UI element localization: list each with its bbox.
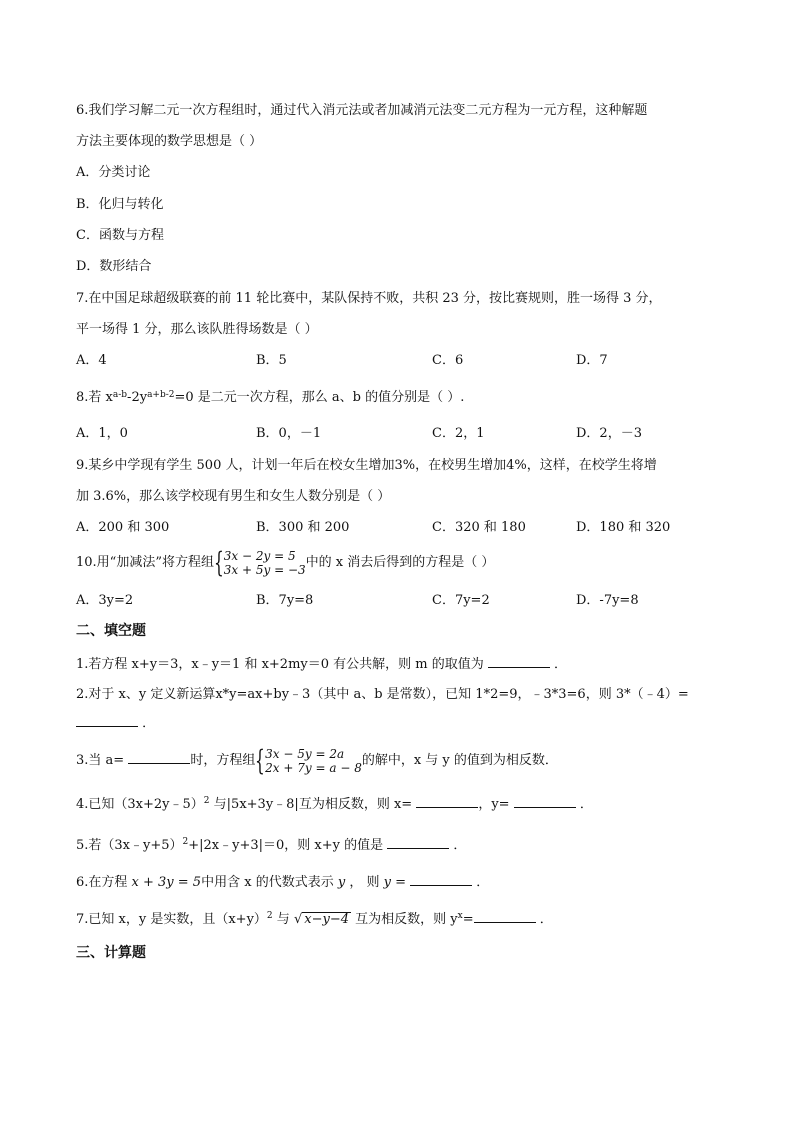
q7-option-b[interactable]: B．5 — [256, 353, 287, 368]
section-fill-in-heading: 二、填空题 — [76, 623, 146, 639]
q10-pre: 10.用“加减法”将方程组 — [76, 555, 214, 570]
q8-mid: -2y — [127, 390, 148, 405]
f4-stem — [76, 795, 593, 814]
f4-y-blank[interactable] — [514, 795, 576, 808]
f6-variable: y — [337, 875, 346, 890]
brace-symbol: { — [213, 545, 224, 579]
f7-stem — [76, 910, 553, 929]
f3-post: 的解中，x 与 y 的值到为相反数． — [361, 753, 558, 768]
f7-answer-blank[interactable] — [474, 910, 536, 923]
q10-eq1: 3x − 2y = 5 — [223, 548, 296, 563]
f7-end: ． — [539, 912, 553, 927]
q8-option-d[interactable]: D．2，－3 — [576, 426, 642, 441]
sqrt-symbol: √ — [293, 912, 303, 927]
f6-end: ． — [476, 875, 490, 890]
f3-pre: 3.当 a= — [76, 753, 125, 768]
f2-stem: 2.对于 x、y 定义新运算x*y=ax+by﹣3（其中 a、b 是常数），已知 1*2=9，﹣3*3=6，则 3*（﹣4）= — [76, 687, 689, 702]
f6-stem — [76, 873, 489, 892]
q8-exponent-1: a-b — [112, 390, 128, 400]
brace-symbol: { — [255, 743, 266, 777]
f2-answer-line — [76, 714, 155, 733]
f3-answer-blank[interactable] — [128, 751, 190, 764]
q6-option-b[interactable]: B．化归与转化 — [76, 197, 164, 212]
q8-option-a[interactable]: A．1，0 — [76, 426, 128, 441]
q6-option-a[interactable]: A．分类讨论 — [76, 165, 151, 180]
f5-stem — [76, 836, 466, 855]
q8-post: =0 是二元一次方程，那么 a、b 的值分别是（ ）. — [174, 390, 465, 405]
f7-mid3: = — [462, 912, 474, 927]
q7-stem-line1: 7.在中国足球超级联赛的前 11 轮比赛中，某队保持不败，共积 23 分，按比赛规则，胜一场得 3 分， — [76, 291, 662, 306]
q8-exponent-2: a+b-2 — [147, 390, 175, 400]
q9-options — [76, 519, 726, 537]
q7-option-a[interactable]: A．4 — [76, 353, 107, 368]
q7-stem-line2: 平一场得 1 分，那么该队胜得场数是（ ） — [76, 322, 318, 337]
q7-option-d[interactable]: D．7 — [576, 353, 608, 368]
q10-option-b[interactable]: B．7y=8 — [256, 593, 314, 608]
f3-equation-system — [265, 747, 362, 775]
q7-option-c[interactable]: C．6 — [432, 353, 464, 368]
f6-pre: 6.在方程 — [76, 875, 128, 890]
q6-stem-line2: 方法主要体现的数学思想是（ ） — [76, 134, 263, 149]
f7-exponent: 2 — [266, 911, 273, 921]
f7-mid2: 互为相反数，则 y — [355, 912, 458, 927]
f1-end: ． — [554, 657, 568, 672]
q9-stem-line2: 加 3.6%，那么该学校现有男生和女生人数分别是（ ） — [76, 489, 391, 504]
f4-exponent: 2 — [203, 796, 210, 806]
f1-answer-blank[interactable] — [488, 655, 550, 668]
f6-lhs: y = — [383, 875, 406, 890]
q9-option-a[interactable]: A．200 和 300 — [76, 520, 170, 535]
f5-answer-blank[interactable] — [387, 836, 449, 849]
f6-equation: x + 3y = 5 — [131, 875, 202, 890]
f3-stem — [76, 744, 558, 778]
q6-stem-line1: 6.我们学习解二元一次方程组时，通过代入消元法或者加减消元法变二元方程为一元方程，这种解题 — [76, 103, 648, 118]
f6-mid: 中用含 x 的代数式表示 — [201, 875, 334, 890]
q8-option-b[interactable]: B．0，－1 — [256, 426, 322, 441]
q6-option-c[interactable]: C．函数与方程 — [76, 228, 164, 243]
q10-option-c[interactable]: C．7y=2 — [432, 593, 490, 608]
q8-pre: 8.若 x — [76, 390, 113, 405]
q10-eq2: 3x + 5y = −3 — [223, 562, 306, 577]
f3-mid: 时，方程组 — [190, 753, 256, 768]
q9-option-d[interactable]: D．180 和 320 — [576, 520, 671, 535]
f7-pre: 7.已知 x，y 是实数，且（x+y） — [76, 912, 267, 927]
q8-stem — [76, 389, 464, 407]
q10-options — [76, 592, 726, 610]
f7-exponent-x: x — [457, 911, 463, 921]
f7-radicand: x−y−4 — [304, 912, 349, 927]
q10-post: 中的 x 消去后得到的方程是（ ） — [305, 555, 495, 570]
f5-pre: 5.若（3x﹣y+5） — [76, 838, 183, 853]
f4-end: ． — [579, 797, 593, 812]
f7-mid: 与 — [276, 912, 290, 927]
f2-answer-blank[interactable] — [76, 714, 138, 727]
q9-option-b[interactable]: B．300 和 200 — [256, 520, 350, 535]
f4-mid: 与|5x+3y﹣8|互为相反数，则 x= — [213, 797, 413, 812]
q10-option-d[interactable]: D．-7y=8 — [576, 593, 639, 608]
f3-eq1: 3x − 5y = 2a — [265, 746, 345, 761]
q10-equation-system — [224, 549, 306, 577]
section-calculation-heading: 三、计算题 — [76, 945, 146, 961]
q7-options — [76, 352, 726, 370]
f5-mid: +|2x﹣y+3|＝0，则 x+y 的值是 — [188, 838, 384, 853]
f1-stem — [76, 655, 567, 674]
q6-option-d[interactable]: D．数形结合 — [76, 259, 152, 274]
q9-stem-line1: 9.某乡中学现有学生 500 人，计划一年后在校女生增加3%，在校男生增加4%，这样，在校学生将增 — [76, 458, 657, 473]
f4-pre: 4.已知（3x+2y﹣5） — [76, 797, 204, 812]
q9-option-c[interactable]: C．320 和 180 — [432, 520, 526, 535]
f5-end: ． — [453, 838, 467, 853]
q8-option-c[interactable]: C．2，1 — [432, 426, 485, 441]
f4-x-blank[interactable] — [416, 795, 478, 808]
q10-option-a[interactable]: A．3y=2 — [76, 593, 134, 608]
f1-text: 1.若方程 x+y＝3，x﹣y＝1 和 x+2my＝0 有公共解，则 m 的取值为 — [76, 657, 484, 672]
f2-end: ． — [142, 716, 156, 731]
f6-answer-blank[interactable] — [410, 873, 472, 886]
f3-eq2: 2x + 7y = a − 8 — [265, 760, 362, 775]
f5-exponent: 2 — [182, 837, 189, 847]
q10-stem — [76, 546, 494, 580]
f6-mid2: ， 则 — [349, 875, 380, 890]
f4-mid2: ，y= — [478, 797, 510, 812]
q8-options — [76, 425, 726, 443]
